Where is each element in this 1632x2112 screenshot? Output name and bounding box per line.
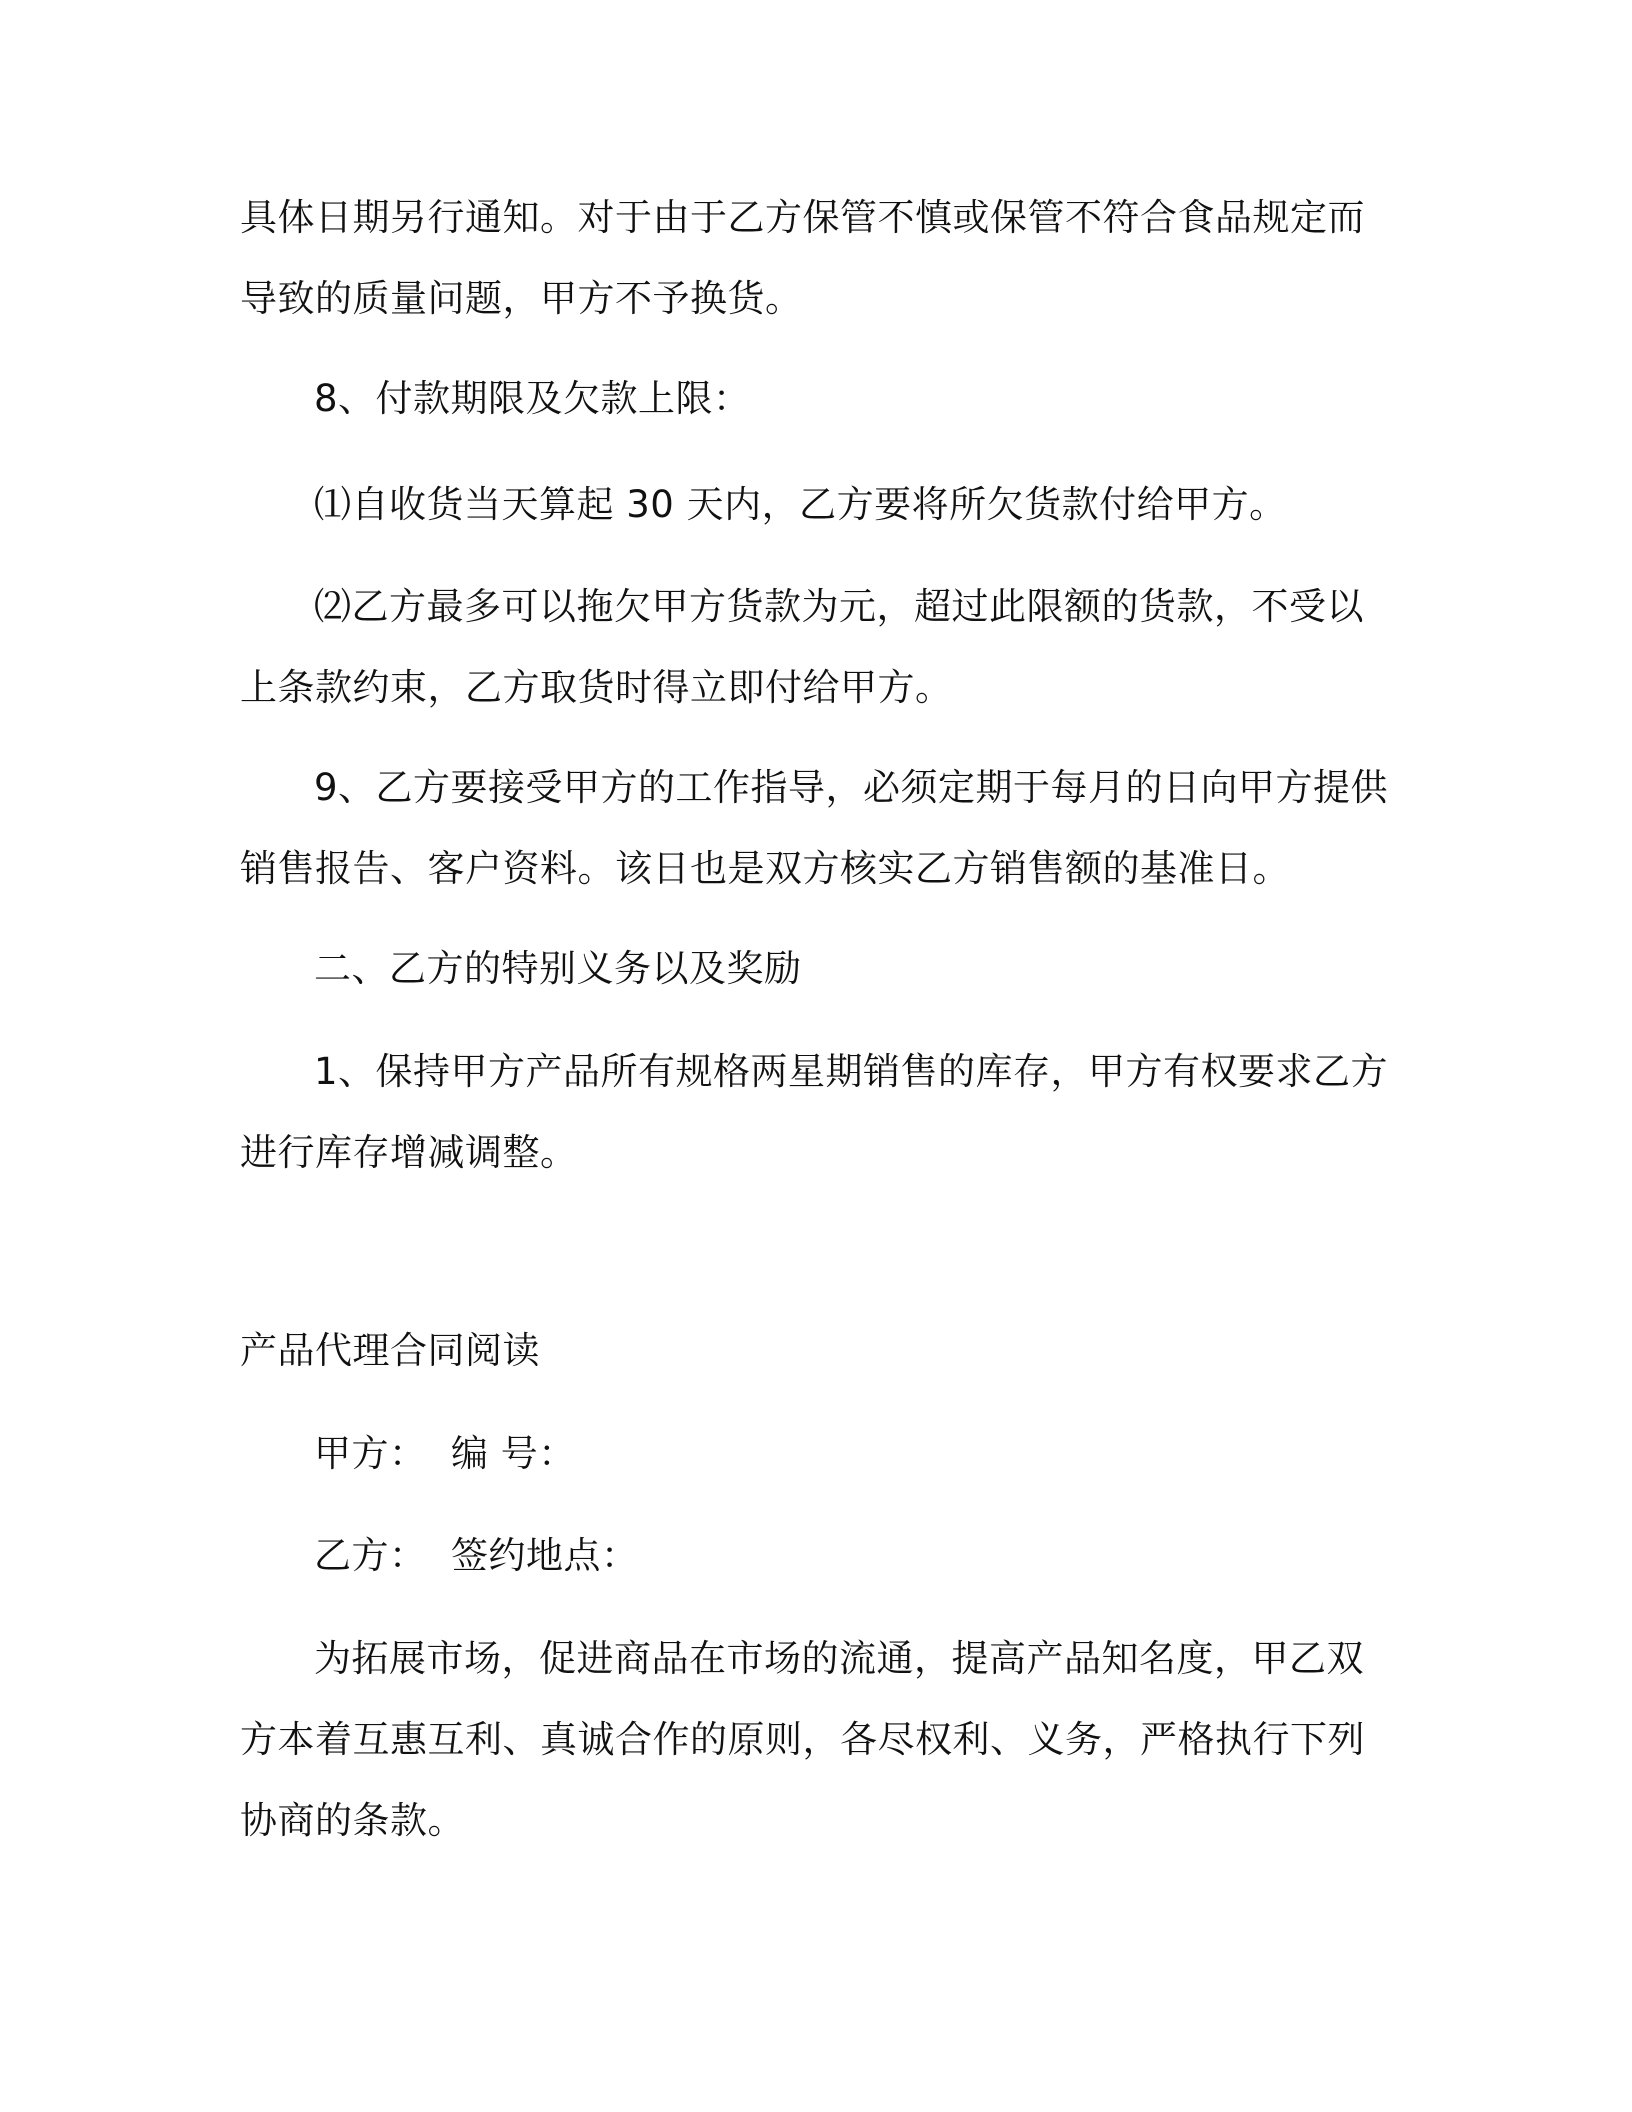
document-title-agency-contract: 产品代理合同阅读 [240,1329,540,1372]
paragraph-credit-limit: ⑵乙方最多可以拖欠甲方货款为元，超过此限额的货款，不受以 上条款约束，乙方取货时得立即付给甲方。 [240,585,1364,709]
section-heading-special-obligations: 二、乙方的特别义务以及奖励 [314,947,802,990]
paragraph-contract-preamble: 为拓展市场，促进商品在市场的流通，提高产品知名度，甲乙双 方本着互惠互利、真诚合作的原则，各尽权利、义务，严格执行下列 协商的条款。 [240,1637,1365,1842]
paragraph-inventory-requirement: 1、保持甲方产品所有规格两星期销售的库存，甲方有权要求乙方 进行库存增减调整。 [240,1050,1389,1174]
paragraph-date-notice: 具体日期另行通知。对于由于乙方保管不慎或保管不符合食品规定而 导致的质量问题，甲方不予换货。 [240,196,1365,320]
paragraph-payment-terms-heading: 8、付款期限及欠款上限： [314,377,751,420]
paragraph-work-guidance: 9、乙方要接受甲方的工作指导，必须定期于每月的日向甲方提供 销售报告、客户资料。该日也是双方核实乙方销售额的基准日。 [240,766,1389,890]
paragraph-payment-within-30-days: ⑴自收货当天算起 30 天内，乙方要将所欠货款付给甲方。 [314,483,1287,526]
party-a-line: 甲方： 编 号： [314,1432,576,1475]
party-b-line: 乙方： 签约地点： [314,1534,639,1577]
